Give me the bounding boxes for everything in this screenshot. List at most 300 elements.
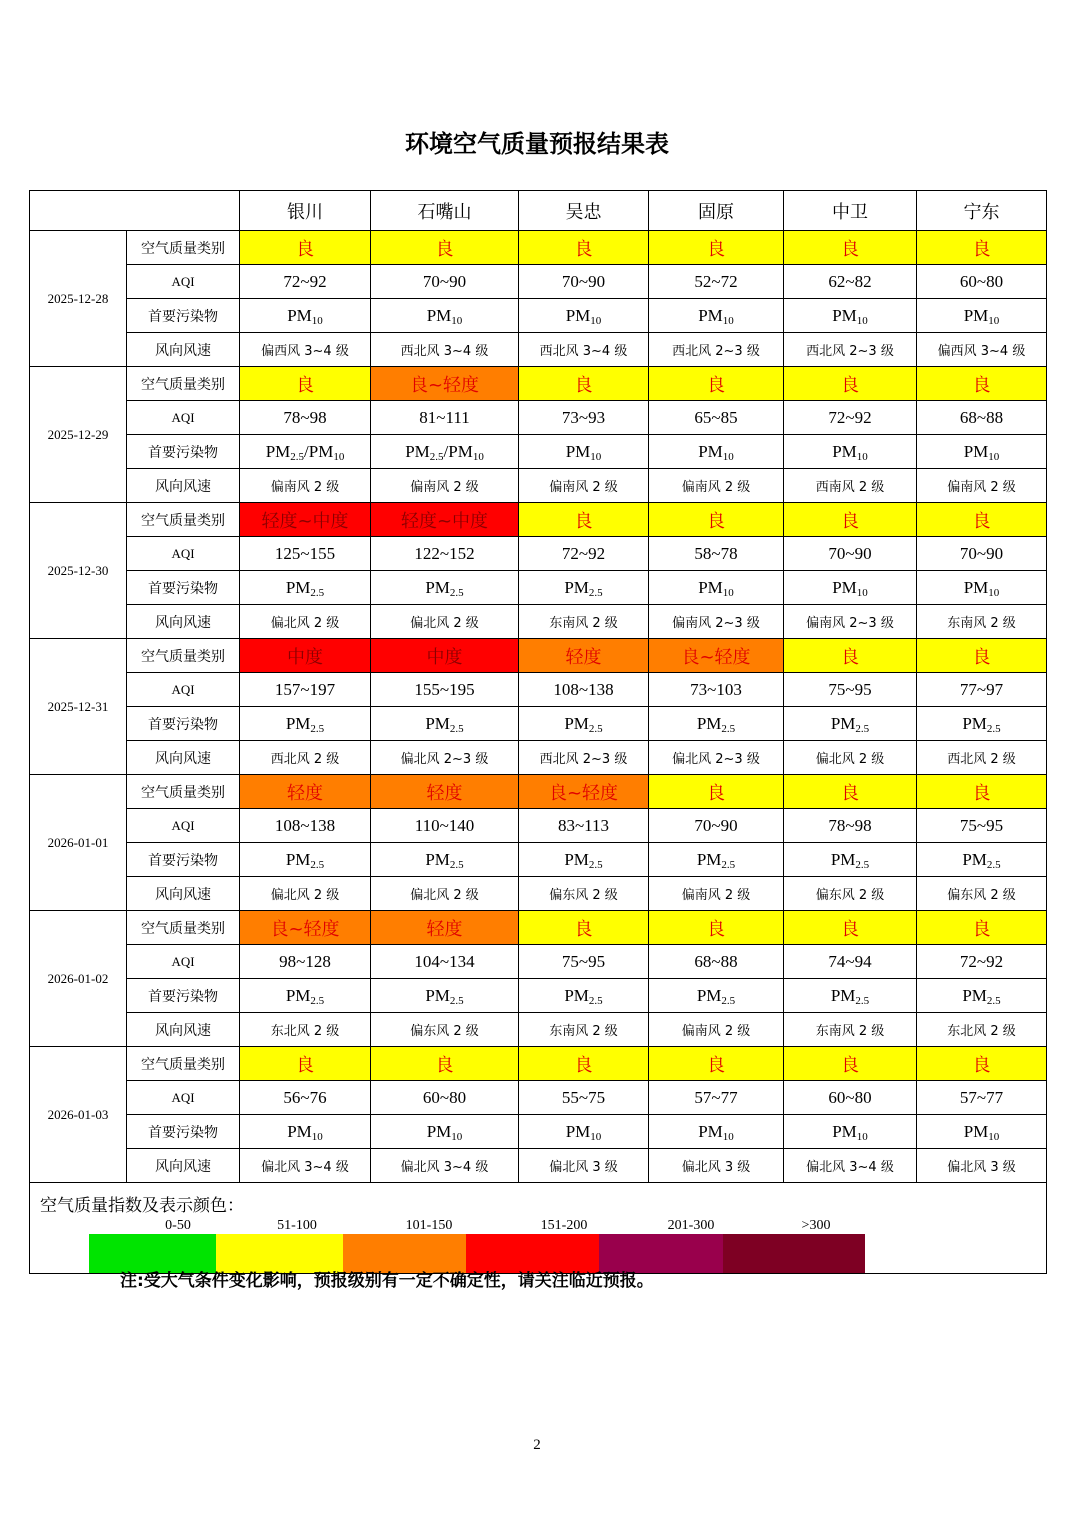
aqi-cell: 72~92 — [784, 401, 917, 435]
row-label-pollutant: 首要污染物 — [127, 979, 240, 1013]
pollutant-cell — [784, 707, 917, 741]
pollutant-subscript: 2.5 — [290, 450, 305, 463]
row-label-pollutant: 首要污染物 — [127, 435, 240, 469]
aqi-cell: 75~95 — [917, 809, 1047, 843]
wind-cell: 东南风 2 级 — [519, 1013, 649, 1047]
aqi-cell: 81~111 — [371, 401, 519, 435]
pollutant-name: PM — [696, 849, 722, 869]
row-quality — [30, 911, 1047, 945]
forecast-date: 2026-01-03 — [30, 1047, 127, 1183]
row-label-aqi: AQI — [127, 673, 240, 707]
forecast-date: 2025-12-31 — [30, 639, 127, 775]
pollutant-cell — [240, 843, 371, 877]
aqi-cell: 72~92 — [917, 945, 1047, 979]
pollutant-cell — [519, 1115, 649, 1149]
pollutant-cell — [240, 299, 371, 333]
row-pollutant — [30, 299, 1047, 333]
wind-cell: 偏北风 3~4 级 — [240, 1149, 371, 1183]
row-label-wind: 风向风速 — [127, 741, 240, 775]
row-label-aqi: AQI — [127, 945, 240, 979]
quality-cell: 中度 — [371, 639, 519, 673]
quality-cell: 良 — [649, 1047, 784, 1081]
wind-cell: 偏东风 2 级 — [371, 1013, 519, 1047]
quality-cell: 轻度~中度 — [240, 503, 371, 537]
pollutant-cell — [519, 979, 649, 1013]
quality-cell: 良 — [240, 1047, 371, 1081]
pollutant-name: PM — [830, 849, 856, 869]
aqi-cell: 73~103 — [649, 673, 784, 707]
forecast-table — [29, 190, 1047, 1274]
wind-cell: 偏南风 2~3 级 — [649, 605, 784, 639]
aqi-cell: 60~80 — [917, 265, 1047, 299]
quality-cell: 良 — [917, 639, 1047, 673]
pollutant-subscript: 10 — [590, 1130, 602, 1143]
pollutant-cell — [240, 979, 371, 1013]
pollutant-name: PM — [287, 1121, 312, 1141]
pollutant-name: PM — [565, 441, 591, 461]
aqi-cell: 70~90 — [784, 537, 917, 571]
pollutant-cell — [240, 1115, 371, 1149]
wind-cell: 偏南风 2 级 — [917, 469, 1047, 503]
row-pollutant — [30, 435, 1047, 469]
pollutant-name: PM — [425, 577, 450, 597]
pollutant-subscript: 2.5 — [855, 858, 870, 871]
wind-cell: 偏南风 2 级 — [649, 469, 784, 503]
city-header: 吴忠 — [519, 191, 649, 231]
legend-color-swatch — [723, 1234, 865, 1274]
pollutant-subscript: 10 — [590, 314, 602, 327]
wind-cell: 偏南风 2 级 — [371, 469, 519, 503]
wind-cell: 偏南风 2 级 — [519, 469, 649, 503]
pollutant-name: PM — [832, 441, 857, 461]
quality-cell: 良 — [784, 639, 917, 673]
row-aqi — [30, 265, 1047, 299]
legend-range-label: 51-100 — [277, 1218, 317, 1233]
row-aqi — [30, 945, 1047, 979]
pollutant-cell — [371, 1115, 519, 1149]
aqi-cell: 75~95 — [784, 673, 917, 707]
row-wind — [30, 469, 1047, 503]
pollutant-cell — [649, 1115, 784, 1149]
legend-title: 空气质量指数及表示颜色： — [40, 1196, 244, 1216]
pollutant-subscript: 10 — [451, 314, 463, 327]
pollutant-name: PM — [405, 441, 430, 461]
row-label-quality: 空气质量类别 — [127, 367, 240, 401]
city-header: 银川 — [240, 191, 371, 231]
quality-cell: 轻度 — [240, 775, 371, 809]
pollutant-cell — [649, 571, 784, 605]
pollutant-name: PM — [696, 985, 722, 1005]
legend-row — [30, 1183, 1047, 1274]
wind-cell: 偏南风 2~3 级 — [784, 605, 917, 639]
pollutant-subscript: 2.5 — [429, 450, 444, 463]
pollutant-subscript: 2.5 — [588, 586, 603, 599]
pollutant-name: PM — [564, 577, 589, 597]
quality-cell: 良 — [784, 231, 917, 265]
pollutant-subscript: 2.5 — [588, 858, 603, 871]
row-quality — [30, 231, 1047, 265]
pollutant-cell — [519, 571, 649, 605]
pollutant-name: /PM — [304, 441, 334, 461]
aqi-cell: 75~95 — [519, 945, 649, 979]
aqi-cell: 122~152 — [371, 537, 519, 571]
pollutant-name: PM — [564, 985, 589, 1005]
quality-cell: 良 — [917, 775, 1047, 809]
pollutant-subscript: 10 — [451, 1130, 463, 1143]
row-quality — [30, 639, 1047, 673]
quality-cell: 良 — [917, 231, 1047, 265]
wind-cell: 偏南风 2 级 — [649, 877, 784, 911]
aqi-cell: 104~134 — [371, 945, 519, 979]
forecast-note: 注:受大气条件变化影响，预报级别有一定不确定性，请关注临近预报。 — [120, 1271, 654, 1291]
quality-cell: 良 — [371, 231, 519, 265]
quality-cell: 中度 — [240, 639, 371, 673]
pollutant-cell — [240, 707, 371, 741]
pollutant-cell — [371, 571, 519, 605]
pollutant-name: PM — [426, 1121, 452, 1141]
quality-cell: 良 — [784, 367, 917, 401]
row-wind — [30, 333, 1047, 367]
aqi-cell: 73~93 — [519, 401, 649, 435]
aqi-cell: 56~76 — [240, 1081, 371, 1115]
aqi-cell: 60~80 — [784, 1081, 917, 1115]
pollutant-name: PM — [698, 441, 723, 461]
legend-range-label: 201-300 — [667, 1218, 715, 1233]
pollutant-name: PM — [425, 985, 450, 1005]
pollutant-subscript: 10 — [472, 450, 484, 463]
row-label-wind: 风向风速 — [127, 1013, 240, 1047]
pollutant-cell — [784, 1115, 917, 1149]
forecast-date: 2026-01-01 — [30, 775, 127, 911]
pollutant-subscript: 2.5 — [986, 722, 1001, 735]
pollutant-cell — [649, 707, 784, 741]
quality-cell: 良 — [519, 231, 649, 265]
pollutant-cell — [649, 299, 784, 333]
wind-cell: 偏东风 2 级 — [519, 877, 649, 911]
quality-cell: 良 — [917, 1047, 1047, 1081]
pollutant-name: PM — [696, 713, 722, 733]
row-quality — [30, 367, 1047, 401]
pollutant-cell — [917, 571, 1047, 605]
pollutant-subscript: 2.5 — [449, 858, 464, 871]
wind-cell: 西北风 2~3 级 — [519, 741, 649, 775]
row-pollutant — [30, 843, 1047, 877]
row-label-pollutant: 首要污染物 — [127, 299, 240, 333]
aqi-cell: 58~78 — [649, 537, 784, 571]
aqi-cell: 70~90 — [649, 809, 784, 843]
wind-cell: 西北风 3~4 级 — [371, 333, 519, 367]
row-pollutant — [30, 979, 1047, 1013]
pollutant-name: PM — [565, 305, 591, 325]
pollutant-name: PM — [425, 713, 450, 733]
pollutant-subscript: 10 — [988, 314, 1000, 327]
pollutant-name: PM — [698, 305, 723, 325]
legend-range-label: 0-50 — [165, 1218, 191, 1233]
aqi-cell: 70~90 — [371, 265, 519, 299]
row-label-quality: 空气质量类别 — [127, 231, 240, 265]
row-label-quality: 空气质量类别 — [127, 503, 240, 537]
pollutant-subscript: 10 — [988, 450, 1000, 463]
pollutant-name: PM — [265, 441, 291, 461]
wind-cell: 偏西风 3~4 级 — [240, 333, 371, 367]
pollutant-cell — [519, 435, 649, 469]
pollutant-name: PM — [962, 985, 987, 1005]
wind-cell: 偏北风 3 级 — [519, 1149, 649, 1183]
pollutant-cell — [519, 843, 649, 877]
aqi-cell: 52~72 — [649, 265, 784, 299]
pollutant-subscript: 2.5 — [310, 722, 325, 735]
pollutant-subscript: 10 — [333, 450, 345, 463]
row-label-aqi: AQI — [127, 1081, 240, 1115]
wind-cell: 偏北风 2~3 级 — [371, 741, 519, 775]
row-label-wind: 风向风速 — [127, 469, 240, 503]
row-label-pollutant: 首要污染物 — [127, 843, 240, 877]
row-label-pollutant: 首要污染物 — [127, 1115, 240, 1149]
quality-cell: 良 — [519, 911, 649, 945]
pollutant-cell — [917, 979, 1047, 1013]
row-aqi — [30, 673, 1047, 707]
forecast-date: 2025-12-30 — [30, 503, 127, 639]
aqi-cell: 60~80 — [371, 1081, 519, 1115]
wind-cell: 东北风 2 级 — [240, 1013, 371, 1047]
pollutant-subscript: 2.5 — [986, 858, 1001, 871]
pollutant-cell — [519, 707, 649, 741]
pollutant-subscript: 2.5 — [855, 994, 870, 1007]
quality-cell: 良~轻度 — [519, 775, 649, 809]
row-label-pollutant: 首要污染物 — [127, 571, 240, 605]
row-pollutant — [30, 707, 1047, 741]
pollutant-name: PM — [425, 849, 450, 869]
pollutant-name: PM — [698, 577, 723, 597]
pollutant-name: PM — [963, 441, 989, 461]
row-label-quality: 空气质量类别 — [127, 1047, 240, 1081]
quality-cell: 良 — [784, 503, 917, 537]
aqi-cell: 78~98 — [784, 809, 917, 843]
pollutant-subscript: 2.5 — [721, 858, 736, 871]
pollutant-name: PM — [832, 1121, 857, 1141]
pollutant-subscript: 10 — [311, 314, 323, 327]
quality-cell: 良 — [649, 367, 784, 401]
pollutant-cell — [784, 843, 917, 877]
quality-cell: 良 — [371, 1047, 519, 1081]
pollutant-subscript: 10 — [722, 314, 734, 327]
aqi-cell: 108~138 — [240, 809, 371, 843]
quality-cell: 良 — [519, 503, 649, 537]
aqi-cell: 62~82 — [784, 265, 917, 299]
aqi-cell: 78~98 — [240, 401, 371, 435]
aqi-cell: 110~140 — [371, 809, 519, 843]
pollutant-cell — [519, 299, 649, 333]
pollutant-subscript: 2.5 — [986, 994, 1001, 1007]
quality-cell: 良 — [240, 231, 371, 265]
row-pollutant — [30, 571, 1047, 605]
pollutant-subscript: 2.5 — [449, 994, 464, 1007]
pollutant-cell — [240, 435, 371, 469]
pollutant-subscript: 2.5 — [449, 586, 464, 599]
wind-cell: 偏东风 2 级 — [784, 877, 917, 911]
quality-cell: 轻度 — [371, 775, 519, 809]
pollutant-cell — [371, 435, 519, 469]
wind-cell: 偏北风 2 级 — [784, 741, 917, 775]
legend-range-label: 101-150 — [405, 1218, 453, 1233]
pollutant-subscript: 2.5 — [310, 994, 325, 1007]
aqi-cell: 157~197 — [240, 673, 371, 707]
wind-cell: 偏北风 3~4 级 — [371, 1149, 519, 1183]
pollutant-name: PM — [962, 849, 987, 869]
page-title: 环境空气质量预报结果表 — [405, 130, 669, 158]
pollutant-name: PM — [832, 305, 857, 325]
pollutant-name: PM — [832, 577, 857, 597]
city-header: 中卫 — [784, 191, 917, 231]
pollutant-cell — [784, 435, 917, 469]
row-wind — [30, 1149, 1047, 1183]
pollutant-name: PM — [963, 1121, 989, 1141]
quality-cell: 良 — [649, 503, 784, 537]
pollutant-name: PM — [287, 305, 312, 325]
row-aqi — [30, 401, 1047, 435]
forecast-date: 2026-01-02 — [30, 911, 127, 1047]
pollutant-subscript: 10 — [856, 450, 868, 463]
pollutant-cell — [371, 979, 519, 1013]
aqi-cell: 108~138 — [519, 673, 649, 707]
row-aqi — [30, 537, 1047, 571]
quality-cell: 良~轻度 — [371, 367, 519, 401]
quality-cell: 良 — [649, 911, 784, 945]
pollutant-cell — [917, 707, 1047, 741]
aqi-cell: 57~77 — [649, 1081, 784, 1115]
quality-cell: 良~轻度 — [649, 639, 784, 673]
wind-cell: 东南风 2 级 — [519, 605, 649, 639]
row-label-wind: 风向风速 — [127, 877, 240, 911]
row-pollutant — [30, 1115, 1047, 1149]
quality-cell: 良 — [917, 503, 1047, 537]
pollutant-cell — [917, 1115, 1047, 1149]
pollutant-cell — [240, 571, 371, 605]
row-label-aqi: AQI — [127, 809, 240, 843]
wind-cell: 偏北风 2 级 — [240, 877, 371, 911]
quality-cell: 良 — [649, 775, 784, 809]
city-header: 宁东 — [917, 191, 1047, 231]
wind-cell: 偏北风 2~3 级 — [649, 741, 784, 775]
wind-cell: 西南风 2 级 — [784, 469, 917, 503]
aqi-cell: 65~85 — [649, 401, 784, 435]
aqi-cell: 72~92 — [240, 265, 371, 299]
pollutant-name: PM — [565, 1121, 591, 1141]
pollutant-subscript: 10 — [722, 1130, 734, 1143]
wind-cell: 东南风 2 级 — [784, 1013, 917, 1047]
row-quality — [30, 1047, 1047, 1081]
header-row — [30, 191, 1047, 231]
pollutant-name: PM — [830, 985, 856, 1005]
pollutant-cell — [784, 571, 917, 605]
quality-cell: 良 — [519, 1047, 649, 1081]
row-label-quality: 空气质量类别 — [127, 775, 240, 809]
aqi-cell: 74~94 — [784, 945, 917, 979]
wind-cell: 西北风 2 级 — [917, 741, 1047, 775]
pollutant-cell — [784, 299, 917, 333]
row-label-wind: 风向风速 — [127, 333, 240, 367]
wind-cell: 偏北风 3 级 — [917, 1149, 1047, 1183]
wind-cell: 偏北风 2 级 — [371, 877, 519, 911]
wind-cell: 偏北风 3~4 级 — [784, 1149, 917, 1183]
aqi-cell: 70~90 — [917, 537, 1047, 571]
wind-cell: 偏西风 3~4 级 — [917, 333, 1047, 367]
pollutant-name: PM — [564, 713, 589, 733]
quality-cell: 良 — [649, 231, 784, 265]
quality-cell: 良 — [917, 911, 1047, 945]
wind-cell: 西北风 3~4 级 — [519, 333, 649, 367]
quality-cell: 轻度 — [371, 911, 519, 945]
row-wind — [30, 1013, 1047, 1047]
pollutant-name: PM — [285, 713, 311, 733]
wind-cell: 西北风 2 级 — [240, 741, 371, 775]
quality-cell: 良 — [519, 367, 649, 401]
pollutant-subscript: 10 — [988, 1130, 1000, 1143]
row-wind — [30, 741, 1047, 775]
aqi-cell: 70~90 — [519, 265, 649, 299]
wind-cell: 西北风 2~3 级 — [649, 333, 784, 367]
quality-cell: 良 — [240, 367, 371, 401]
legend — [30, 1183, 1047, 1274]
pollutant-cell — [784, 979, 917, 1013]
row-label-aqi: AQI — [127, 265, 240, 299]
wind-cell: 东南风 2 级 — [917, 605, 1047, 639]
pollutant-subscript: 10 — [590, 450, 602, 463]
pollutant-name: PM — [962, 713, 987, 733]
wind-cell: 东北风 2 级 — [917, 1013, 1047, 1047]
quality-cell: 轻度~中度 — [371, 503, 519, 537]
pollutant-subscript: 2.5 — [310, 586, 325, 599]
pollutant-subscript: 2.5 — [449, 722, 464, 735]
row-quality — [30, 503, 1047, 537]
row-label-quality: 空气质量类别 — [127, 639, 240, 673]
pollutant-subscript: 2.5 — [721, 994, 736, 1007]
wind-cell: 偏南风 2 级 — [649, 1013, 784, 1047]
aqi-cell: 57~77 — [917, 1081, 1047, 1115]
wind-cell: 偏北风 2 级 — [371, 605, 519, 639]
row-wind — [30, 605, 1047, 639]
header-corner — [30, 191, 240, 231]
city-header: 石嘴山 — [371, 191, 519, 231]
pollutant-subscript: 10 — [722, 450, 734, 463]
city-header: 固原 — [649, 191, 784, 231]
pollutant-subscript: 10 — [722, 586, 734, 599]
forecast-date: 2025-12-29 — [30, 367, 127, 503]
wind-cell: 偏南风 2 级 — [240, 469, 371, 503]
pollutant-name: PM — [698, 1121, 723, 1141]
wind-cell: 偏北风 2 级 — [240, 605, 371, 639]
pollutant-name: PM — [963, 577, 989, 597]
row-wind — [30, 877, 1047, 911]
page-number: 2 — [533, 1437, 541, 1453]
row-label-aqi: AQI — [127, 537, 240, 571]
aqi-cell: 68~88 — [649, 945, 784, 979]
row-label-wind: 风向风速 — [127, 605, 240, 639]
quality-cell: 良 — [917, 367, 1047, 401]
aqi-cell: 72~92 — [519, 537, 649, 571]
pollutant-cell — [371, 299, 519, 333]
wind-cell: 偏东风 2 级 — [917, 877, 1047, 911]
row-label-aqi: AQI — [127, 401, 240, 435]
wind-cell: 偏北风 3 级 — [649, 1149, 784, 1183]
pollutant-subscript: 2.5 — [588, 722, 603, 735]
pollutant-name: PM — [426, 305, 452, 325]
legend-range-label: >300 — [801, 1218, 831, 1233]
aqi-cell: 155~195 — [371, 673, 519, 707]
aqi-cell: 125~155 — [240, 537, 371, 571]
row-aqi — [30, 809, 1047, 843]
pollutant-subscript: 10 — [856, 314, 868, 327]
